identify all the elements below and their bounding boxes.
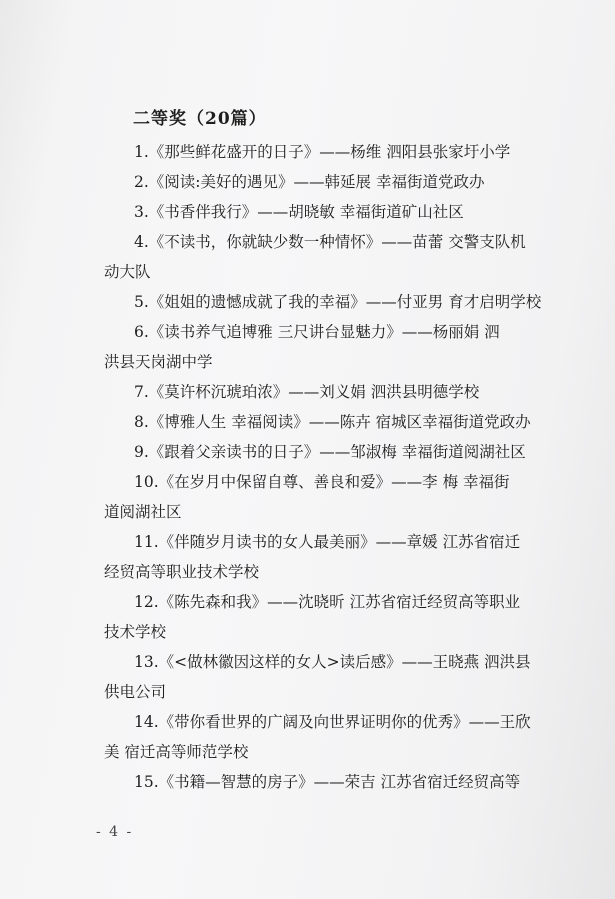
award-entry-line: 4.《不读书，你就缺少数一种情怀》——苗蕾 交警支队机 (134, 233, 526, 251)
award-entry (104, 527, 582, 587)
award-entry (104, 437, 582, 467)
award-entry-line: 2.《阅读:美好的遇见》——韩延展 幸福街道党政办 (134, 173, 485, 191)
award-entry (104, 587, 582, 647)
award-entry (104, 167, 582, 197)
award-entry-line: 15.《书籍—智慧的房子》——荣吉 江苏省宿迁经贸高等 (134, 773, 521, 791)
page-number: - 4 - (96, 824, 134, 840)
award-entry-continuation: 美 宿迁高等师范学校 (104, 743, 249, 761)
award-entry (104, 317, 582, 377)
award-entry-line: 13.《<做林徽因这样的女人>读后感》——王晓燕 泗洪县 (134, 653, 531, 671)
award-entry (104, 137, 582, 167)
award-entry-line: 5.《姐姐的遗憾成就了我的幸福》——付亚男 育才启明学校 (134, 293, 542, 311)
award-entry (104, 767, 582, 797)
award-entry-list (104, 137, 582, 797)
award-entry (104, 467, 582, 527)
award-entry-continuation: 经贸高等职业技术学校 (104, 563, 260, 581)
award-entry-continuation: 道阅湖社区 (104, 503, 182, 521)
award-entry-line: 3.《书香伴我行》——胡晓敏 幸福街道矿山社区 (134, 203, 464, 221)
award-entry (104, 287, 582, 317)
award-entry (104, 197, 582, 227)
award-entry-line: 14.《带你看世界的广阔及向世界证明你的优秀》——王欣 (134, 713, 531, 731)
award-entry-line: 12.《陈先森和我》——沈晓昕 江苏省宿迁经贸高等职业 (134, 593, 521, 611)
award-entry-line: 10.《在岁月中保留自尊、善良和爱》——李 梅 幸福街 (134, 473, 510, 491)
award-entry-line: 11.《伴随岁月读书的女人最美丽》——章媛 江苏省宿迁 (134, 533, 521, 551)
award-entry-line: 7.《莫许杯沉琥珀浓》——刘义娟 泗洪县明德学校 (134, 383, 480, 401)
award-entry-line: 8.《博雅人生 幸福阅读》——陈卉 宿城区幸福街道党政办 (134, 413, 531, 431)
award-entry-continuation: 洪县天岗湖中学 (104, 353, 213, 371)
award-entry-continuation: 供电公司 (104, 683, 167, 701)
award-entry (104, 227, 582, 287)
award-entry (104, 647, 582, 707)
award-entry (104, 407, 582, 437)
award-entry-continuation: 技术学校 (104, 623, 167, 641)
award-entry-line: 9.《跟着父亲读书的日子》——邹淑梅 幸福街道阅湖社区 (134, 443, 526, 461)
award-entry-line: 1.《那些鲜花盛开的日子》——杨维 泗阳县张家圩小学 (134, 143, 511, 161)
award-entry-continuation: 动大队 (104, 263, 151, 281)
award-entry (104, 707, 582, 767)
award-entry-line: 6.《读书养气追博雅 三尺讲台显魅力》——杨丽娟 泗 (134, 323, 500, 341)
section-heading: 二等奖（20篇） (133, 109, 267, 129)
award-entry (104, 377, 582, 407)
